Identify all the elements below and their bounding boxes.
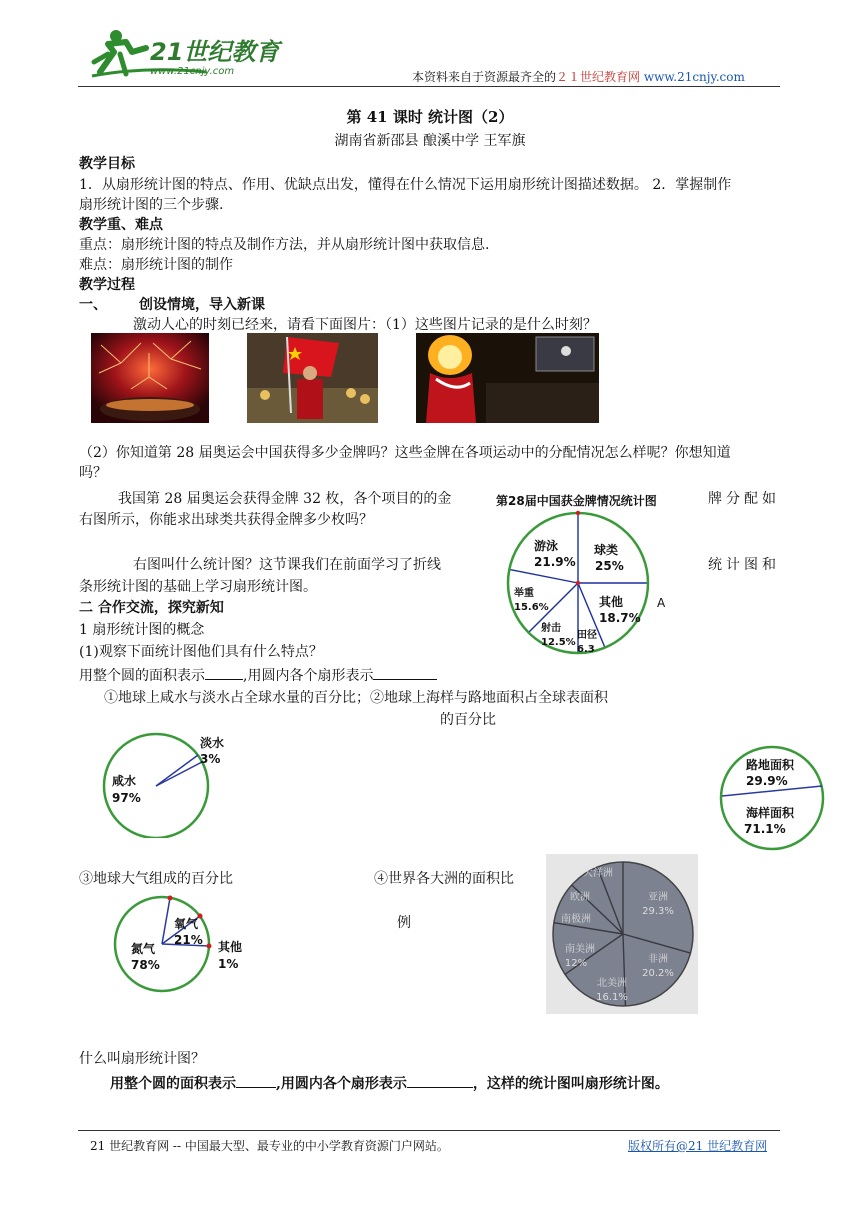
page-title: 第 41 课时 统计图（2） (346, 108, 514, 126)
c1-label-other: 其他 (599, 595, 624, 609)
c1-value-ball: 25% (595, 559, 624, 573)
c4-value-nitrogen: 78% (131, 958, 160, 972)
def-blank-1[interactable] (236, 1073, 276, 1088)
process-heading: 教学过程 (79, 277, 135, 293)
step2-heading: 二 合作交流，探究新知 (79, 600, 224, 616)
c1-label-swim: 游泳 (534, 539, 559, 553)
continents-pie-chart (546, 854, 698, 1014)
footer-right-link[interactable]: 版权所有@21 世纪教育网 (628, 1139, 768, 1153)
c5-value-asia: 29.3% (642, 906, 674, 917)
fireworks-photo (91, 333, 209, 423)
source-prefix: 本资料来自于资源最齐全的 (412, 70, 557, 84)
fill1-blank-2[interactable] (373, 665, 437, 680)
c3-value-ocean: 71.1% (744, 822, 786, 836)
source-brand[interactable]: ２１世纪教育网 (556, 70, 641, 84)
c1-value-swim: 21.9% (534, 555, 576, 569)
fill-line-1 (79, 665, 437, 685)
c1-label-shoot: 射击 (541, 623, 561, 634)
para2-line2: 条形统计图的基础上学习扇形统计图。 (79, 579, 317, 595)
concept-subheading: 1 扇形统计图的概念 (79, 622, 205, 638)
c4-value-oxygen: 21% (174, 933, 203, 947)
para1-line2: 右图所示，你能求出球类共获得金牌多少枚吗？ (79, 512, 373, 528)
def-part-b: ,用圆内各个扇形表示 (276, 1076, 407, 1092)
logo-url: www.21cnjy.com (150, 66, 235, 77)
para1-right: 牌分配如 (708, 491, 780, 507)
c5-value-namerica: 16.1% (596, 992, 628, 1003)
c5-label-asia: 亚洲 (648, 892, 668, 903)
c1-annotation: A (657, 596, 666, 610)
chart1-title: 第28届中国获金牌情况统计图 (496, 494, 657, 508)
fill1-part-b: ,用圆内各个扇形表示 (243, 668, 374, 684)
footer-rule (78, 1130, 780, 1131)
q2-line-2: 吗？ (79, 465, 107, 481)
para2-right: 统计图和 (708, 557, 780, 573)
step1-number: 一、 (79, 297, 107, 313)
focus-heading: 教学重、难点 (79, 217, 163, 233)
c4-label-oxygen: 氧气 (174, 917, 199, 931)
focus-line-1: 重点：扇形统计图的特点及制作方法，并从扇形统计图中获取信息. (79, 237, 490, 253)
item4-text-2: 例 (397, 915, 411, 931)
c3-label-land: 路地面积 (746, 758, 795, 772)
c2-value-fresh: 3% (200, 752, 221, 766)
observe-question: (1)观察下面统计图他们具有什么特点？ (79, 644, 323, 660)
goals-heading: 教学目标 (79, 156, 135, 172)
header-rule (78, 86, 780, 87)
torch-photo (416, 333, 599, 423)
c2-value-salt: 97% (112, 791, 141, 805)
c1-value-other: 18.7% (599, 611, 641, 625)
c5-label-samerica: 南美洲 (565, 944, 595, 955)
c5-value-samerica: 12% (564, 958, 588, 969)
q2-line-1: （2）你知道第 28 届奥运会中国获得多少金牌吗？这些金牌在各项运动中的分配情况怎么样呢？你想知道 (79, 445, 731, 461)
c5-label-africa: 非洲 (648, 954, 668, 965)
step1-title: 创设情境，导入新课 (139, 297, 265, 313)
def-part-c: ，这样的统计图叫扇形统计图。 (472, 1076, 669, 1092)
source-url[interactable]: www.21cnjy.com (643, 70, 745, 84)
c5-label-oceania: 大洋洲 (583, 868, 613, 879)
c1-label-track: 田径 (577, 630, 597, 641)
c1-label-ball: 球类 (594, 543, 619, 557)
para1-left: 我国第 28 届奥运会获得金牌 32 枚，各个项目的的金 (118, 491, 452, 507)
fill1-part-a: 用整个圆的面积表示 (79, 668, 205, 684)
c5-value-africa: 20.2% (642, 968, 674, 979)
items-line-2: 的百分比 (440, 712, 496, 728)
c2-label-fresh: 淡水 (200, 736, 225, 750)
def-blank-2[interactable] (407, 1073, 473, 1088)
item4-text: ④世界各大洲的面积比 (374, 871, 514, 887)
c2-label-salt: 咸水 (112, 774, 137, 788)
item3-text: ③地球大气组成的百分比 (79, 871, 233, 887)
author-line: 湖南省新邵县 酿溪中学 王军旗 (334, 133, 526, 149)
site-logo (86, 22, 286, 82)
flag-bearer-photo (247, 333, 378, 423)
def-part-a: 用整个圆的面积表示 (110, 1076, 236, 1092)
c1-label-weight: 举重 (514, 588, 534, 599)
c4-value-other: 1% (218, 957, 239, 971)
c1-value-weight: 15.6% (514, 602, 549, 613)
c4-label-other: 其他 (218, 940, 243, 954)
fill1-blank-1[interactable] (205, 665, 243, 680)
c1-value-shoot: 12.5% (541, 637, 576, 648)
step1-question: 激动人心的时刻已经来，请看下面图片：（1）这些图片记录的是什么时刻？ (133, 317, 597, 333)
c1-value-track: 6.3 (577, 644, 595, 655)
c5-label-namerica: 北美洲 (597, 978, 627, 989)
c5-label-antarctica: 南极洲 (561, 914, 591, 925)
c1-slice-boundary-游泳 (509, 569, 578, 583)
c4-label-nitrogen: 氮气 (131, 942, 156, 956)
definition-question: 什么叫扇形统计图？ (79, 1051, 205, 1067)
items-line: ①地球上咸水与淡水占全球水量的百分比；②地球上海样与路地面积占全球表面积 (104, 690, 608, 706)
header-source (412, 68, 745, 86)
focus-line-2: 难点：扇形统计图的制作 (79, 257, 233, 273)
logo-text: 21世纪教育 (150, 38, 280, 66)
goals-line-1: 1．从扇形统计图的特点、作用、优缺点出发，懂得在什么情况下运用扇形统计图描述数据。 2．掌握制作 (79, 177, 732, 193)
c3-value-land: 29.9% (746, 774, 788, 788)
atmosphere-pie-chart (112, 888, 222, 998)
goals-line-2: 扇形统计图的三个步骤. (79, 197, 224, 213)
c3-label-ocean: 海样面积 (746, 806, 795, 820)
footer-left: 21 世纪教育网 -- 中国最大型、最专业的中小学教育资源门户网站。 (90, 1139, 449, 1153)
para2-left: 右图叫什么统计图？这节课我们在前面学习了折线 (133, 557, 441, 573)
c5-label-europe: 欧洲 (570, 892, 590, 903)
definition-line (110, 1073, 669, 1093)
